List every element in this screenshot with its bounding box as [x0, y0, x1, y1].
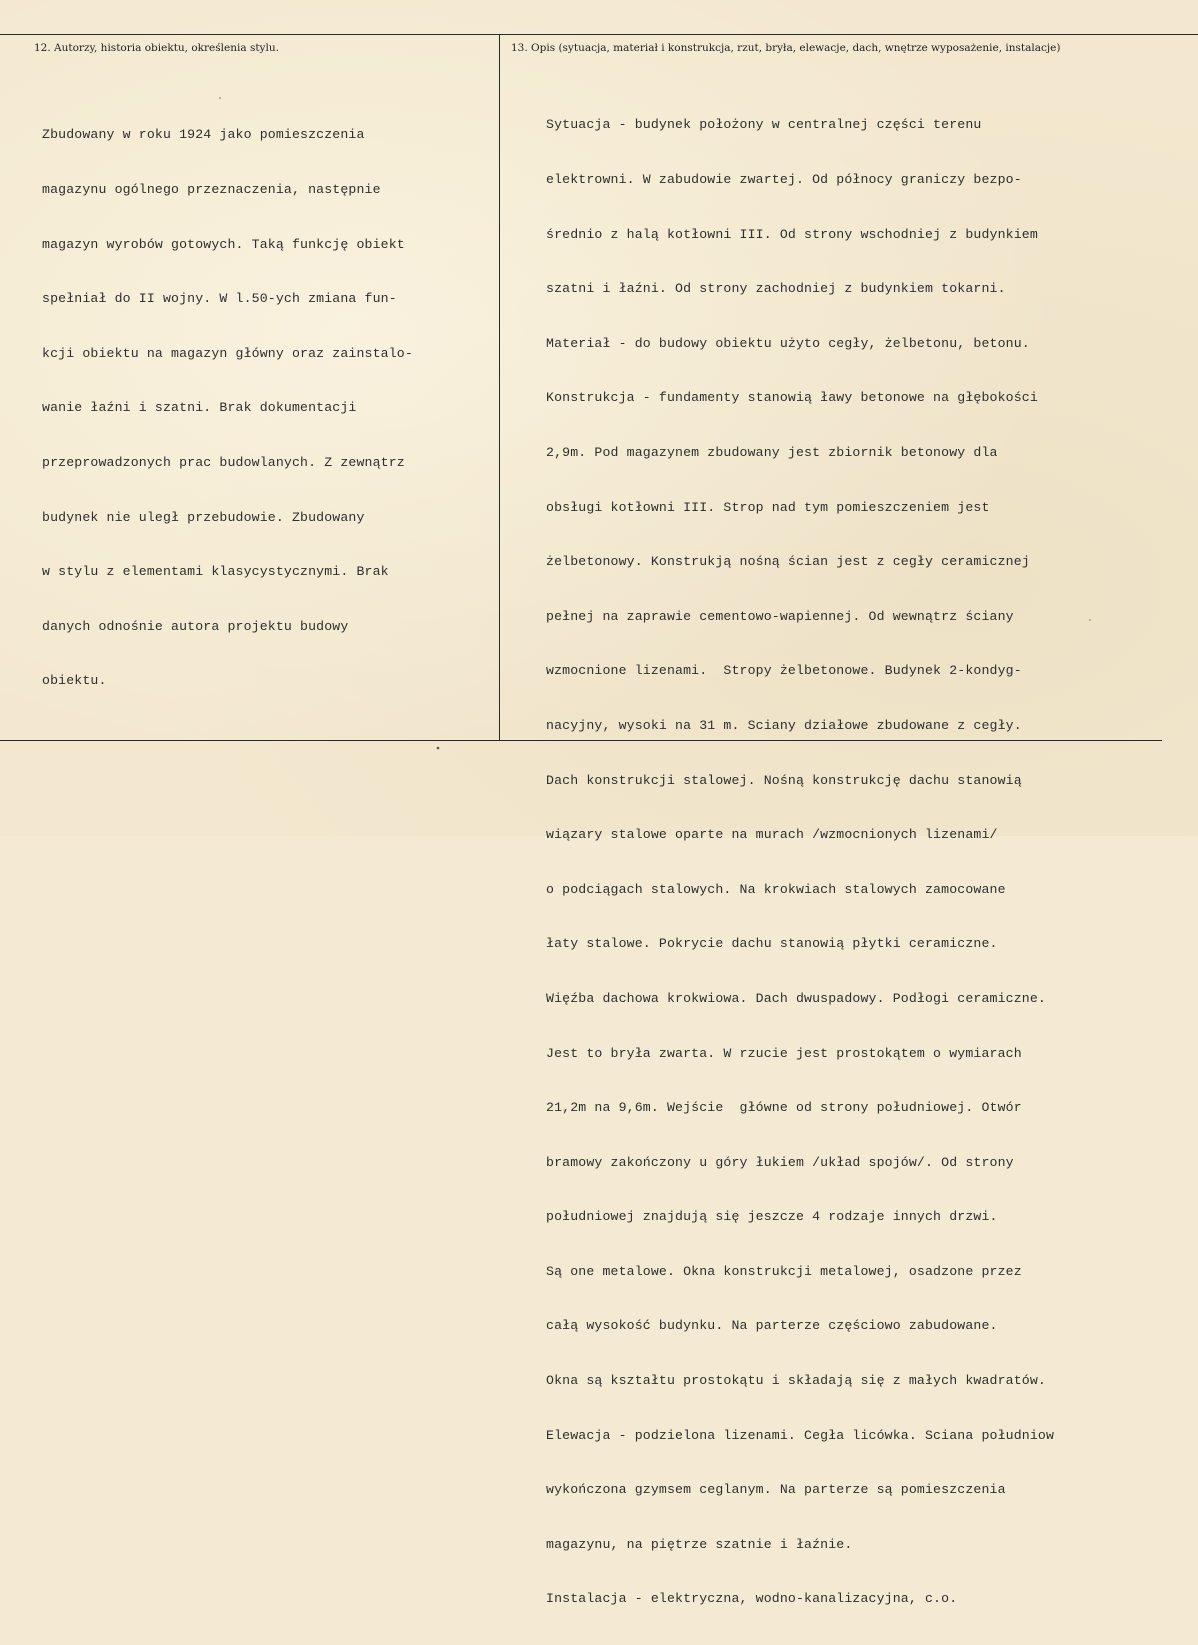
paper-speck — [219, 97, 221, 99]
description-line: Konstrukcja - fundamenty stanowią ławy betonowe na głębokości — [546, 390, 1038, 406]
history-line: Zbudowany w roku 1924 jako pomieszczenia — [42, 127, 365, 143]
history-line: wanie łaźni i szatni. Brak dokumentacji — [42, 400, 357, 416]
description-line: Jest to bryła zwarta. W rzucie jest prostokątem o wymiarach — [546, 1045, 1022, 1061]
section-12-header: 12. Autorzy, historia obiektu, określenia stylu. — [34, 42, 279, 54]
history-line: budynek nie uległ przebudowie. Zbudowany — [42, 509, 365, 525]
description-line: Są one metalowe. Okna konstrukcji metalowej, osadzone przez — [546, 1263, 1022, 1279]
description-line: Elewacja - podzielona lizenami. Cegła licówka. Sciana południow — [546, 1427, 1055, 1443]
description-line: Materiał - do budowy obiektu użyto cegły, żelbetonu, betonu. — [546, 335, 1030, 351]
description-line: magazynu, na piętrze szatnie i łaźnie. — [546, 1536, 853, 1552]
paper-speck — [437, 747, 440, 750]
history-line: przeprowadzonych prac budowlanych. Z zewnątrz — [42, 454, 405, 470]
history-line: obiektu. — [42, 673, 107, 689]
history-line: w stylu z elementami klasycystycznymi. Brak — [42, 564, 389, 580]
description-line: Instalacja - elektryczna, wodno-kanalizacyjna, c.o. — [546, 1591, 958, 1607]
description-line: pełnej na zaprawie cementowo-wapiennej. Od wewnątrz ściany — [546, 608, 1014, 624]
description-line: południowej znajdują się jeszcze 4 rodzaje innych drzwi. — [546, 1209, 998, 1225]
history-line: kcji obiektu na magazyn główny oraz zainstalo- — [42, 345, 413, 361]
description-line: obsługi kotłowni III. Strop nad tym pomieszczeniem jest — [546, 499, 990, 515]
section-13-header: 13. Opis (sytuacja, materiał i konstrukcja, rzut, bryła, elewacje, dach, wnętrze wyposażenie, instalacje) — [511, 42, 1061, 54]
description-line: Dach konstrukcji stalowej. Nośną konstrukcję dachu stanowią — [546, 772, 1022, 788]
description-line: 2,9m. Pod magazynem zbudowany jest zbiornik betonowy dla — [546, 444, 998, 460]
paper-speck — [1089, 619, 1091, 621]
description-line: całą wysokość budynku. Na parterze częściowo zabudowane. — [546, 1318, 998, 1334]
description-line: łaty stalowe. Pokrycie dachu stanowią płytki ceramiczne. — [546, 936, 998, 952]
description-line: średnio z halą kotłowni III. Od strony wschodniej z budynkiem — [546, 226, 1038, 242]
description-line: o podciągach stalowych. Na krokwiach stalowych zamocowane — [546, 881, 1006, 897]
history-line: magazynu ogólnego przeznaczenia, następnie — [42, 182, 381, 197]
history-line: spełniał do II wojny. W l.50-ych zmiana fun- — [42, 291, 397, 307]
description-line: bramowy zakończony u góry łukiem /układ spojów/. Od strony — [546, 1154, 1014, 1170]
description-line: Więźba dachowa krokwiowa. Dach dwuspadowy. Podłogi ceramiczne. — [546, 990, 1046, 1006]
description-line: szatni i łaźni. Od strony zachodniej z budynkiem tokarni. — [546, 281, 1006, 297]
description-line: elektrowni. W zabudowie zwartej. Od północy graniczy bezpo- — [546, 172, 1022, 187]
history-line: danych odnośnie autora projektu budowy — [42, 618, 349, 634]
description-line: wiązary stalowe oparte na murach /wzmocnionych lizenami/ — [546, 827, 998, 843]
description-line: nacyjny, wysoki na 31 m. Sciany działowe zbudowane z cegły. — [546, 717, 1022, 733]
history-line: magazyn wyrobów gotowych. Taką funkcję obiekt — [42, 236, 405, 252]
description-line: 21,2m na 9,6m. Wejście główne od strony południowej. Otwór — [546, 1100, 1022, 1116]
description-line: wzmocnione lizenami. Stropy żelbetonowe. Budynek 2-kondyg- — [546, 663, 1022, 679]
description-line: Okna są kształtu prostokątu i składają się z małych kwadratów. — [546, 1373, 1046, 1389]
description-line: żelbetonowy. Konstrukją nośną ścian jest z cegły ceramicznej — [546, 554, 1030, 570]
description-line: Sytuacja - budynek położony w centralnej części terenu — [546, 117, 982, 133]
description-line: wykończona gzymsem ceglanym. Na parterze są pomieszczenia — [546, 1482, 1006, 1498]
